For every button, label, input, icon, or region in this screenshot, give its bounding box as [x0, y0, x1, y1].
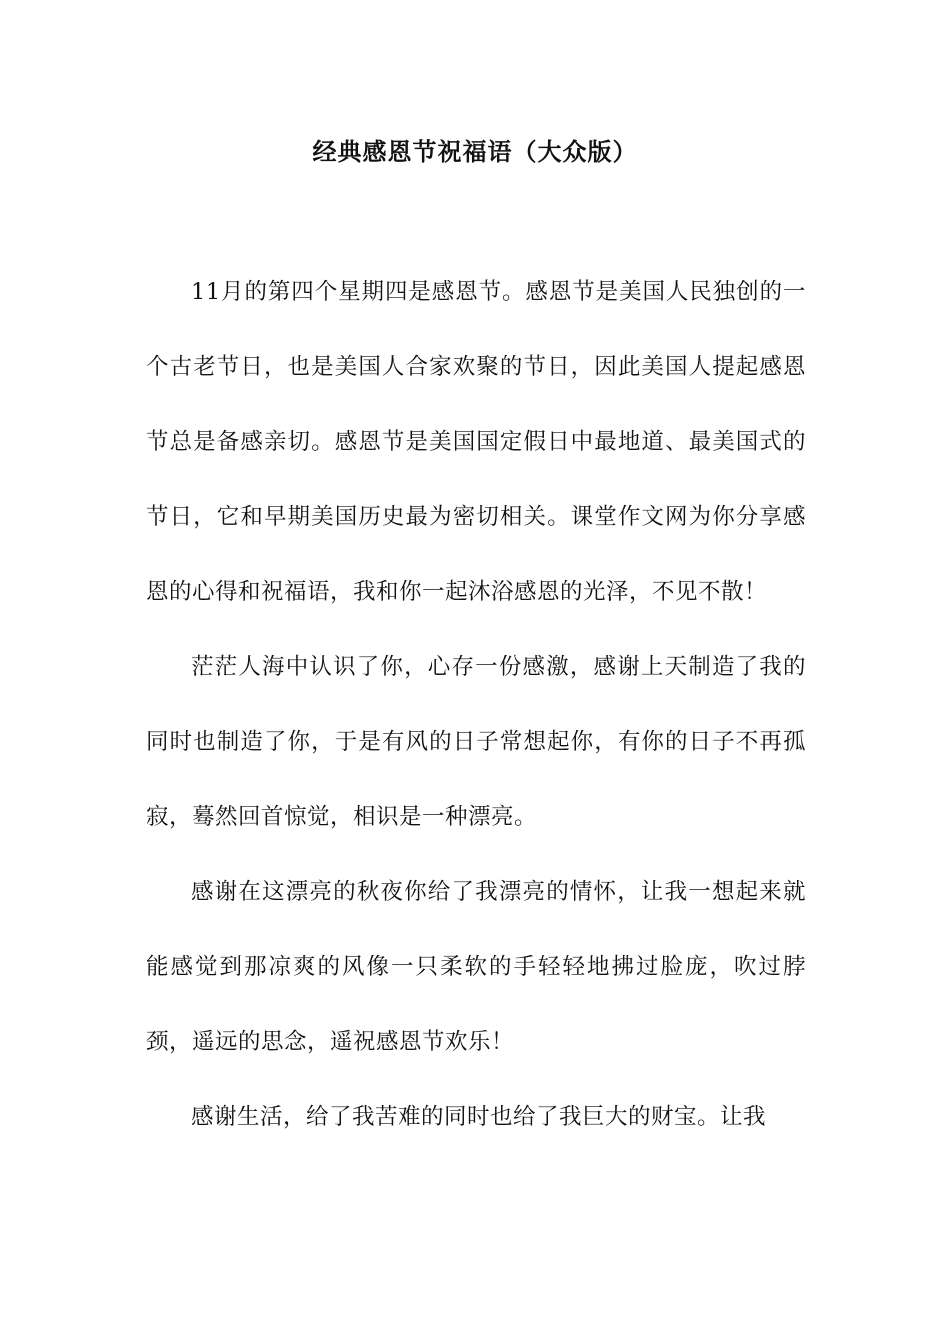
- paragraph-2: 茫茫人海中认识了你，心存一份感激，感谢上天制造了我的同时也制造了你，于是有风的日子常想起你，有你的日子不再孤寂，蓦然回首惊觉，相识是一种漂亮。: [146, 654, 806, 830]
- paragraph-1: 11月的第四个星期四是感恩节。感恩节是美国人民独创的一个古老节日，也是美国人合家欢聚的节日，因此美国人提起感恩节总是备感亲切。感恩节是美国国定假日中最地道、最美国式的节日，它和早期美国历史最为密切相关。课堂作文网为你分享感恩的心得和祝福语，我和你一起沐浴感恩的光泽，不见不散！: [146, 279, 806, 605]
- paragraph-4: 感谢生活，给了我苦难的同时也给了我巨大的财宝。让我: [191, 1104, 767, 1130]
- paragraph-3: 感谢在这漂亮的秋夜你给了我漂亮的情怀，让我一想起来就能感觉到那凉爽的风像一只柔软的手轻轻地拂过脸庞，吹过脖颈，遥远的思念，遥祝感恩节欢乐！: [146, 879, 806, 1055]
- document-title: 经典感恩节祝福语（大众版）: [312, 137, 638, 166]
- document-body: [146, 255, 806, 1155]
